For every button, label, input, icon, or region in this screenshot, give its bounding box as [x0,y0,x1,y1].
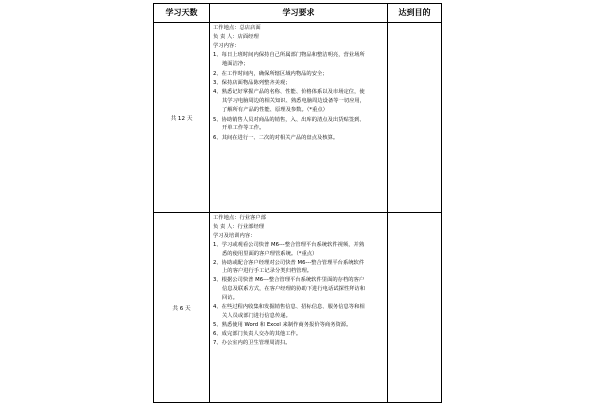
requirement-line: 了解所有产品的性能、原理及参数。（*重点） [222,107,328,114]
requirement-line: 2、在工作时间内，确保所辖区域内物品的安全； [213,70,328,77]
row-1-requirements [210,23,388,213]
requirement-line: 其学习电脑周边的相关知识、熟悉电脑周边设备等一切应用， [222,98,366,105]
training-plan-sheet [153,3,441,399]
requirement-line: 关人员或部门进行信息传递。 [222,312,291,319]
table-row [154,23,442,213]
requirement-line: 悉的使用里面的客户理管系统。（*重点） [222,250,318,257]
row-2-goal [388,213,442,403]
requirement-line: 信息及联系方式，在客户经理的协助下进行电话试探性拜访和 [222,286,366,293]
requirement-line: 地面洁净； [222,61,249,68]
requirement-line: 上的客户进行手工记录分类归档管理。 [222,268,313,275]
requirement-line: 3、保持店面物品陈列整齐美观； [213,79,291,86]
requirement-line: 1、每日上班时间内保持自己所属部门物品和整洁明亮，营业场所 [213,52,365,59]
row-1-goal [388,23,442,213]
requirement-line: 学习及培训内容： [213,232,256,239]
header-row [154,4,442,23]
requirement-line: 开单工作等工作。 [222,125,265,132]
requirement-line: 负 责 人：行业部经理 [213,223,265,230]
requirement-line: 6、其间在进行一、二次的对相关产品的盘点及核算。 [213,134,339,141]
table-row [154,213,442,403]
row-1-days: 共 12 天 [154,23,210,213]
header-goal: 达到目的 [388,4,442,23]
training-plan-table [153,3,442,403]
requirement-line: 工作地点：行业客户部 [213,215,266,221]
requirement-line: 5、协助销售人员对商品的销售，入、出库的清点及出货贴签到、 [213,116,365,123]
requirement-line: 4、在些过程内收集和发掘销售信息、招标信息、服务信息等和相 [213,304,365,311]
requirement-line: 7、办公室内的卫生管理周清扫。 [213,339,291,346]
requirement-line: 学习内容： [213,42,240,49]
requirement-line: 1、学习或观看公司快普 M6---整合管理平台系统软件视频，并熟 [213,241,365,248]
header-study-days: 学习天数 [154,4,210,23]
requirement-line: 3、根据公司快普 M6---整合管理平台系统软件里面的存档的客户 [213,277,365,284]
requirement-line: 4、熟悉记好掌握产品的名称、性能、价格体系以及市场定位，使 [213,89,365,96]
requirement-line: 2、协助或配合客户经理对公司快普 M6---整合管理平台系统软件 [213,259,365,266]
header-study-requirements: 学习要求 [210,4,388,23]
row-2-days: 共 6 天 [154,213,210,403]
row-2-requirements [210,213,388,403]
requirement-line: 回访。 [222,295,238,302]
requirement-line: 负 责 人：店面经理 [213,33,259,40]
requirement-line: 5、熟悉使用 Word 和 Excel 来制作商务报价等商务资源。 [213,321,352,328]
requirement-line: 6、成完部门负责人交办的其他工作。 [213,330,302,337]
requirement-line: 工作地点：总店店面 [213,25,261,31]
